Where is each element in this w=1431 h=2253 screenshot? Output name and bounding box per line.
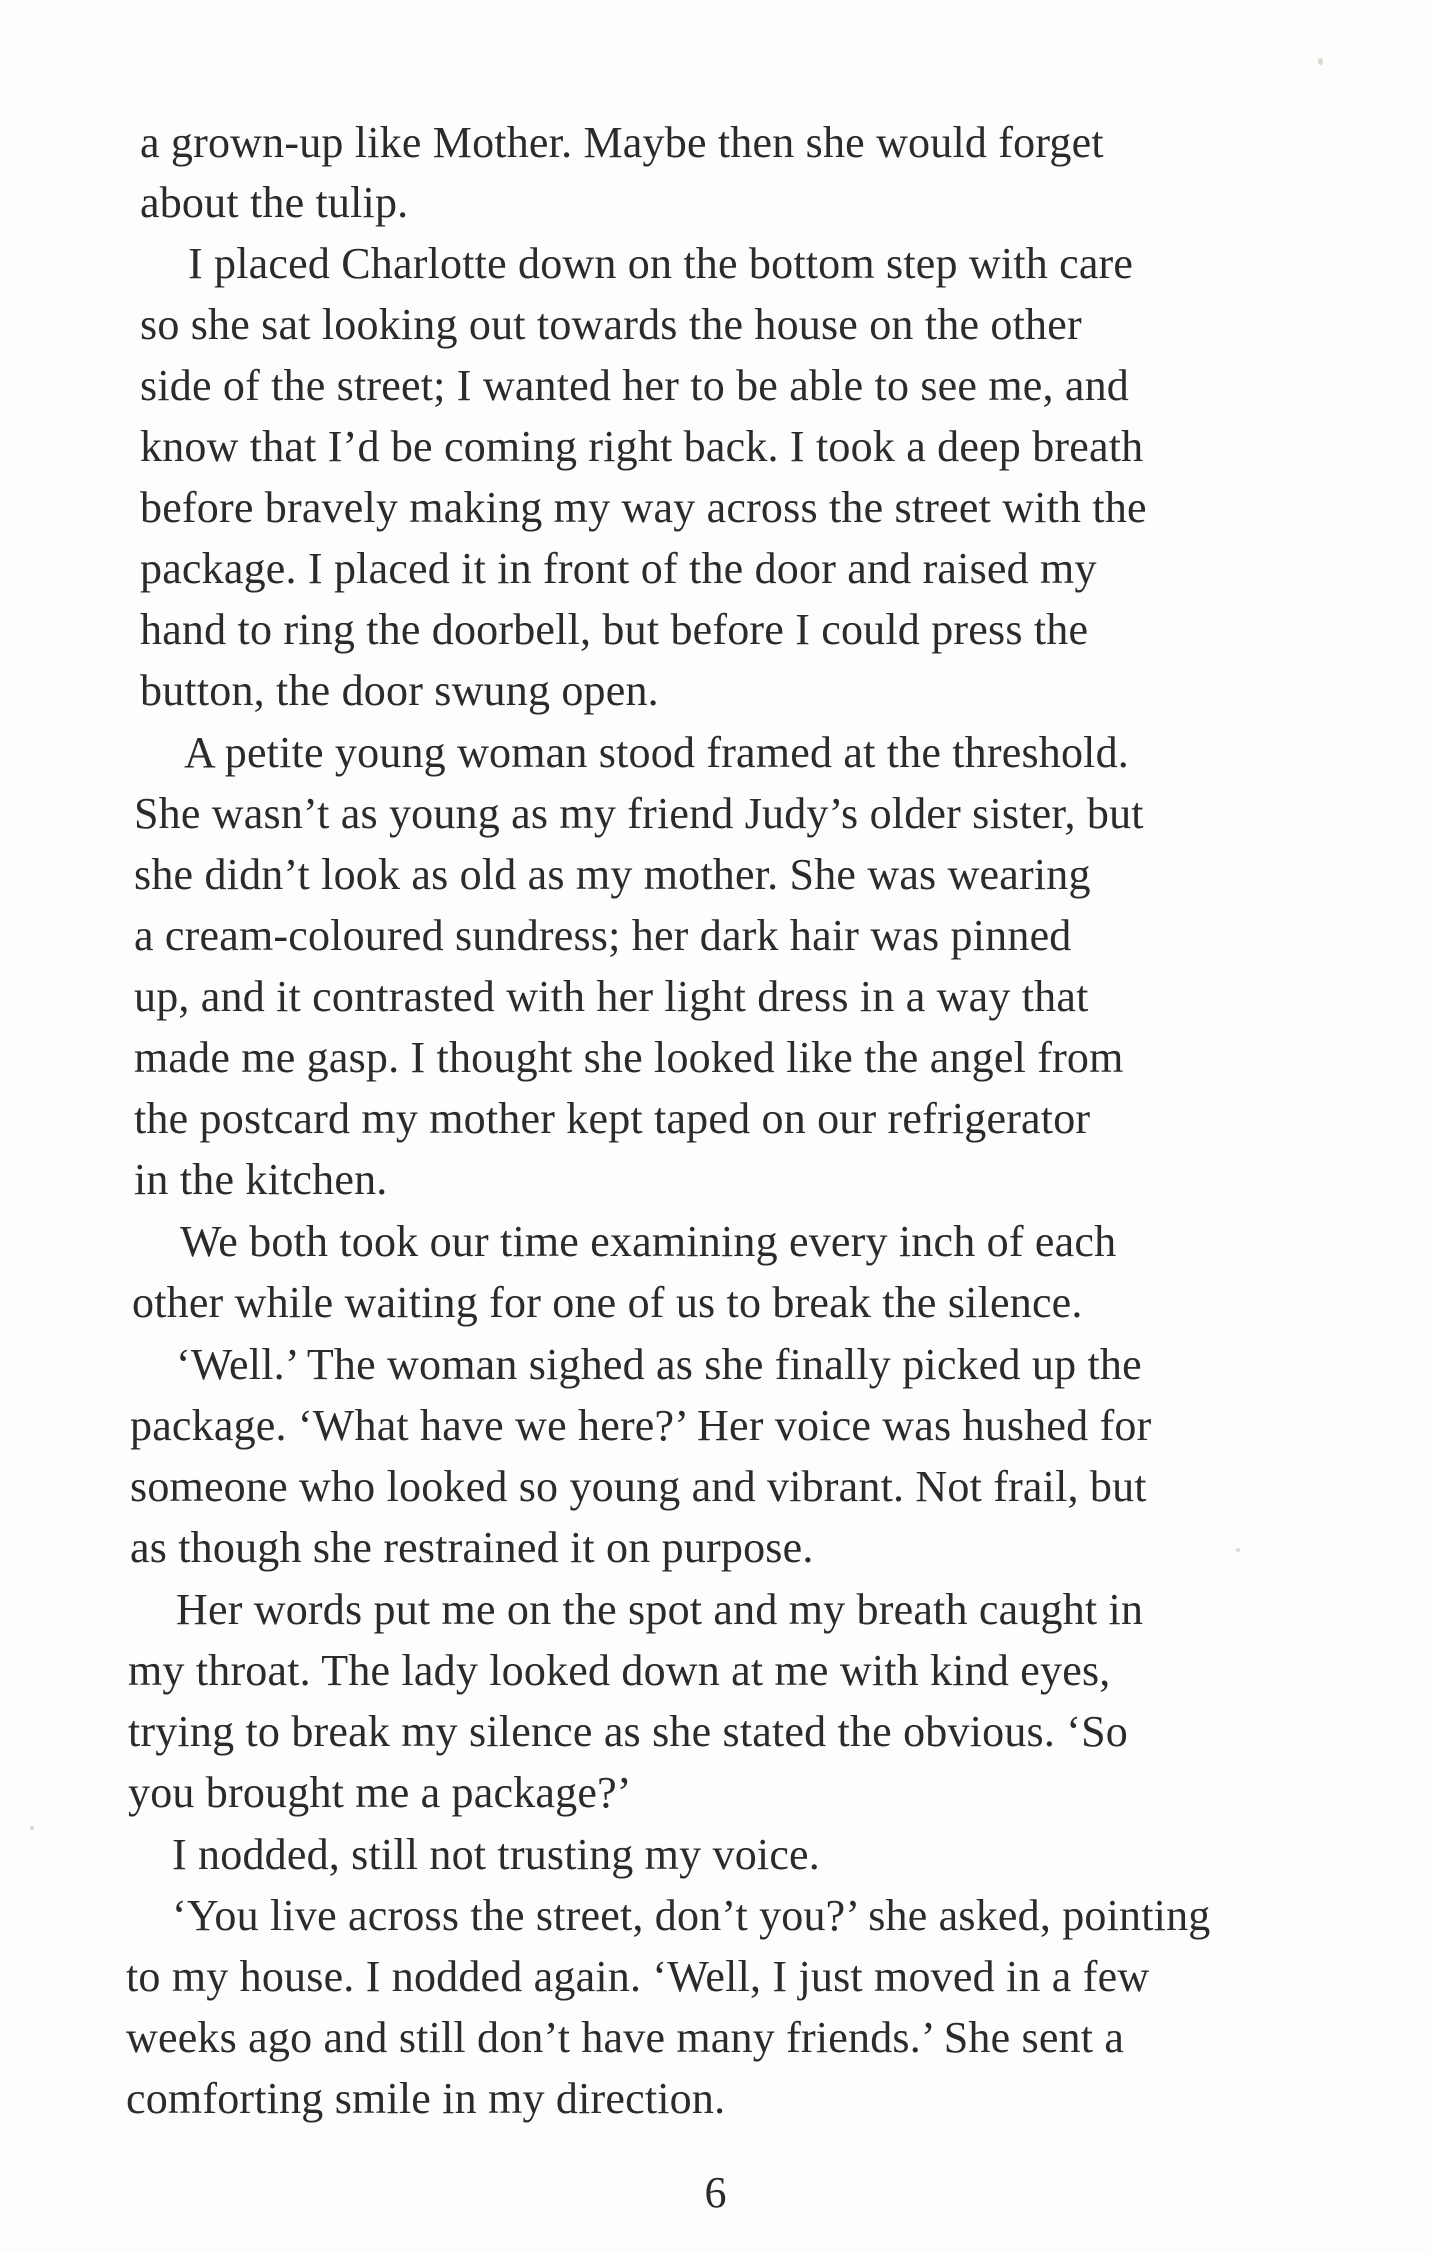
text-line: package. I placed it in front of the door and raised my: [140, 544, 1097, 593]
text-line: comforting smile in my direction.: [126, 2074, 726, 2123]
text-line: the postcard my mother kept taped on our refrigerator: [134, 1094, 1091, 1143]
text-line: package. ‘What have we here?’ Her voice was hushed for: [130, 1401, 1152, 1450]
text-line: She wasn’t as young as my friend Judy’s older sister, but: [134, 789, 1144, 838]
text-line: other while waiting for one of us to break the silence.: [132, 1278, 1083, 1327]
text-line: so she sat looking out towards the house on the other: [140, 300, 1082, 349]
text-line: about the tulip.: [140, 178, 409, 227]
text-line: to my house. I nodded again. ‘Well, I just moved in a few: [126, 1952, 1150, 2001]
text-line: in the kitchen.: [134, 1155, 388, 1204]
text-line: ‘Well.’ The woman sighed as she finally picked up the: [176, 1340, 1142, 1389]
text-line: she didn’t look as old as my mother. She was wearing: [134, 850, 1091, 899]
page-number: 6: [704, 2168, 727, 2217]
text-line: hand to ring the doorbell, but before I could press the: [140, 605, 1089, 654]
text-line: a cream-coloured sundress; her dark hair was pinned: [134, 911, 1072, 960]
text-line: We both took our time examining every inch of each: [180, 1217, 1117, 1266]
text-line: side of the street; I wanted her to be able to see me, and: [140, 361, 1130, 410]
text-line: button, the door swung open.: [140, 666, 659, 715]
text-line: up, and it contrasted with her light dress in a way that: [134, 972, 1089, 1021]
text-line: I placed Charlotte down on the bottom step with care: [188, 239, 1134, 288]
text-line: Her words put me on the spot and my breath caught in: [176, 1585, 1144, 1634]
text-line: weeks ago and still don’t have many friends.’ She sent a: [126, 2013, 1125, 2062]
text-line: know that I’d be coming right back. I took a deep breath: [140, 422, 1144, 471]
text-line: A petite young woman stood framed at the threshold.: [184, 728, 1130, 777]
text-line: someone who looked so young and vibrant. Not frail, but: [130, 1462, 1147, 1511]
text-line: before bravely making my way across the street with the: [140, 483, 1147, 532]
text-line: a grown-up like Mother. Maybe then she would forget: [140, 118, 1104, 167]
text-line: as though she restrained it on purpose.: [130, 1523, 814, 1572]
text-line: ‘You live across the street, don’t you?’ she asked, pointing: [172, 1891, 1211, 1940]
text-line: my throat. The lady looked down at me with kind eyes,: [128, 1646, 1111, 1695]
text-line: made me gasp. I thought she looked like the angel from: [134, 1033, 1124, 1082]
text-line: I nodded, still not trusting my voice.: [172, 1830, 820, 1879]
text-line: trying to break my silence as she stated the obvious. ‘So: [128, 1707, 1128, 1756]
text-line: you brought me a package?’: [128, 1768, 632, 1817]
